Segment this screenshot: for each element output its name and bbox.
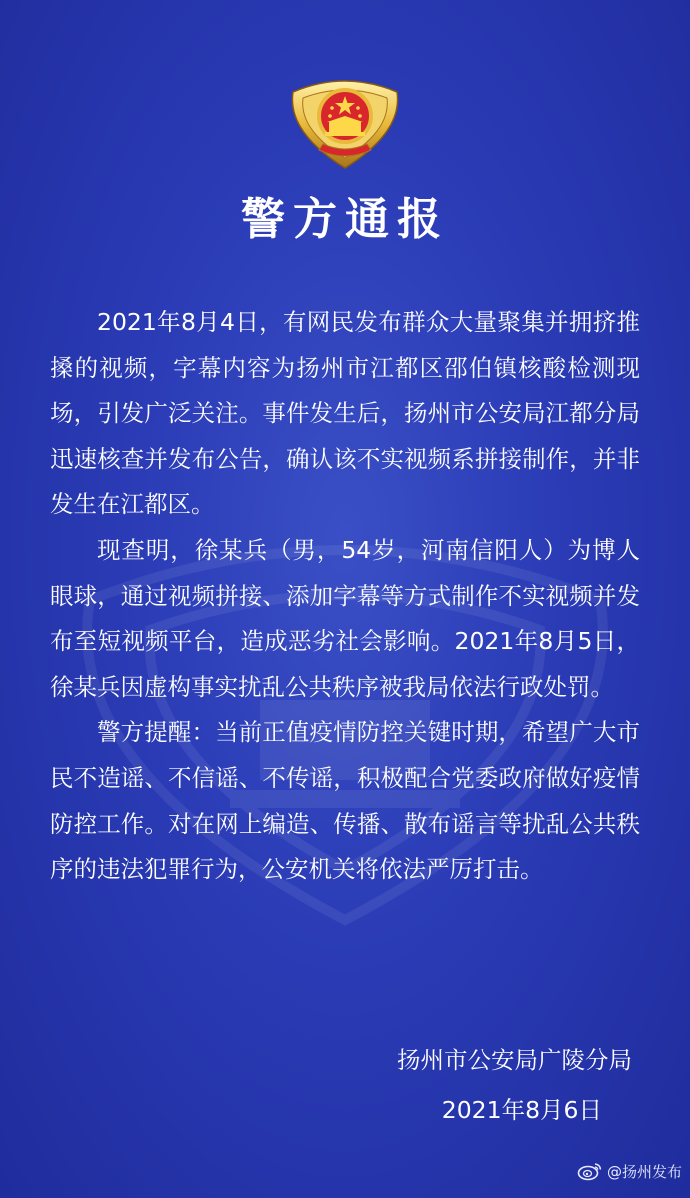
notice-paragraph: 警方提醒：当前正值疫情防控关键时期，希望广大市民不造谣、不信谣、不传谣，积极配合党委政府做好疫情防控工作。对在网上编造、传播、散布谣言等扰乱公共秩序的违法犯罪行为，公安机关将依法严厉打击。	[50, 718, 640, 884]
police-badge-icon	[283, 70, 407, 170]
weibo-icon	[577, 1161, 603, 1181]
notice-body	[50, 300, 640, 893]
source-credit-text: @扬州发布	[606, 1162, 682, 1181]
notice-title: 警方通报	[241, 194, 449, 245]
signature-date: 2021年8月6日	[441, 1096, 602, 1124]
notice-paragraph: 现查明，徐某兵（男，54岁，河南信阳人）为博人眼球，通过视频拼接、添加字幕等方式制作不实视频并发布至短视频平台，造成恶劣社会影响。2021年8月5日，徐某兵因虚构事实扰乱公共秩序被我局依法行政处罚。	[50, 535, 640, 701]
signature-organization: 扬州市公安局广陵分局	[397, 1046, 632, 1074]
source-credit[interactable]	[577, 1160, 682, 1182]
notice-paragraph: 2021年8月4日，有网民发布群众大量聚集并拥挤推搡的视频，字幕内容为扬州市江都区邵伯镇核酸检测现场，引发广泛关注。事件发生后，扬州市公安局江都分局迅速核查并发布公告，确认该不实视频系拼接制作，并非发生在江都区。	[50, 308, 640, 519]
